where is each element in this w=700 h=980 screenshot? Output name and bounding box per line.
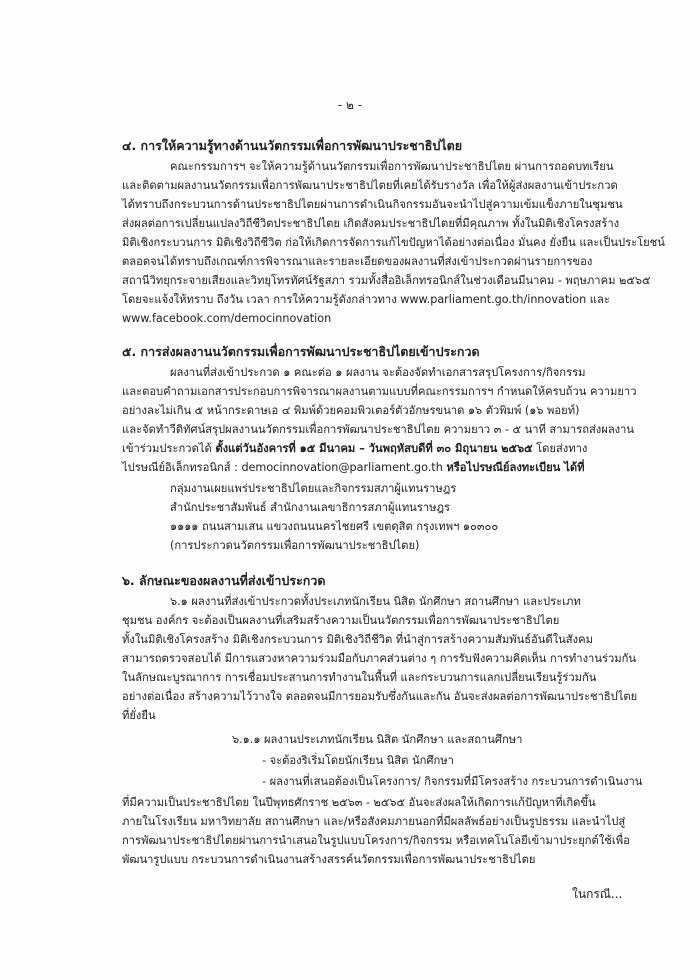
address-line: ๑๑๑๑ ถนนสามเสน แขวงถนนนครไชยศรี เขตดุสิต กรุงเทพฯ ๑๐๓๐๐ [170,520,499,533]
section-4-line: สถานีวิทยุกระจายเสียงและวิทยุโทรทัศน์รัฐสภา รวมทั้งสื่ออิเล็กทรอนิกส์ในช่วงเดือนมีนาคม - พฤษภาคม ๒๕๖๕ [122,274,651,287]
section-5-email-line [122,461,584,475]
section-5-heading: ๕. การส่งผลงานนวัตกรรมเพื่อการพัฒนาประชาธิปไตยเข้าประกวด [122,344,480,359]
section-6-line: อย่างต่อเนื่อง สร้างความไว้วางใจ ตลอดจนมีการยอมรับซึ่งกันและกัน อันจะส่งผลต่อการพัฒนาประชาธิปไตย [122,690,638,703]
dates-suffix: โดยส่งทาง [532,442,588,455]
email-text: ไปรษณีย์อิเล็กทรอนิกส์ : democinnovation@parliament.go.th [122,461,447,474]
section-6-line: สามารถตรวจสอบได้ มีการแสวงหาความร่วมมือกับภาคส่วนต่าง ๆ การรับฟังความคิดเห็น การทำงานร่วมกัน [122,652,637,665]
address-line: สำนักประชาสัมพันธ์ สำนักงานเลขาธิการสภาผู้แทนราษฎร [170,501,451,514]
bullet-item: - จะต้องริเริ่มโดยนักเรียน นิสิต นักศึกษา [262,754,454,767]
sub-heading-6-1-1: ๖.๑.๑ ผลงานประเภทนักเรียน นิสิต นักศึกษา และสถานศึกษา [232,733,523,746]
section-6-line: ๖.๑ ผลงานที่ส่งเข้าประกวดทั้งประเภทนักเรียน นิสิต นักศึกษา สถานศึกษา และประเภท [170,595,581,608]
section-4-line: ตลอดจนได้ทราบถึงเกณฑ์การพิจารณาและรายละเอียดของผลงานที่ส่งเข้าประกวดผ่านรายการของ [122,255,593,268]
continuation-line: ที่มีความเป็นประชาธิปไตย ในปีพุทธศักราช ๒๕๖๓ - ๒๕๖๕ อันจะส่งผลให้เกิดการแก้ปัญหาที่เกิดขึ้น [122,796,596,809]
page-continuation: ในกรณี... [572,887,623,901]
continuation-line: การพัฒนาประชาธิปไตยผ่านการนำเสนอในรูปแบบโครงการ/กิจกรรม หรือเทคโนโลยีเข้ามาประยุกต์ใช้เพื่อ [122,834,630,847]
dates-prefix: เข้าร่วมประกวดได้ [122,442,216,455]
section-4-line: www.facebook.com/democinnovation [122,312,332,325]
section-4-heading: ๔. การให้ความรู้ทางด้านนวัตกรรมเพื่อการพัฒนาประชาธิปไตย [122,138,463,153]
section-4-line: มิติเชิงกระบวนการ มิติเชิงวิถีชีวิต ก่อให้เกิดการจัดการแก้ไขปัญหาได้อย่างต่อเนื่อง มั่นคง ยั่งยืน และเป็นประโยชน์ [122,236,665,249]
page-number: - ๒ - [337,98,363,112]
section-6-line: ที่ยั่งยืน [122,709,156,722]
section-5-line: อย่างละไม่เกิน ๕ หน้ากระดาษเอ ๔ พิมพ์ด้วยคอมพิวเตอร์ตัวอักษรขนาด ๑๖ ตัวพิมพ์ (๑๖ พอยท์) [122,404,580,417]
section-4-line: ได้ทราบถึงกระบวนการด้านประชาธิปไตยผ่านการดำเนินกิจกรรมอันจะนำไปสู่ความเข้มแข็งภายในชุมชน [122,198,623,211]
section-6-heading: ๖. ลักษณะของผลงานที่ส่งเข้าประกวด [122,573,326,588]
section-4-line: ส่งผลต่อการเปลี่ยนแปลงวิถีชีวิตประชาธิปไตย เกิดสังคมประชาธิปไตยที่มีคุณภาพ ทั้งในมิติเชิงโครงสร้าง [122,217,620,230]
section-5-line: และจัดทำวีดิทัศน์สรุปผลงานนวัตกรรมเพื่อการพัฒนาประชาธิปไตย ความยาว ๓ - ๕ นาที สามารถส่งผลงาน [122,423,635,436]
address-line: (การประกวดนวัตกรรมเพื่อการพัฒนาประชาธิปไตย) [170,539,420,552]
section-5-line: ผลงานที่ส่งเข้าประกวด ๑ คณะต่อ ๑ ผลงาน จะต้องจัดทำเอกสารสรุปโครงการ/กิจกรรม [170,366,586,379]
continuation-line: ภายในโรงเรียน มหาวิทยาลัย สถานศึกษา และ/หรือสังคมภายนอกที่มีผลลัพธ์อย่างเป็นรูปธรรม และนำไปสู่ [122,815,626,828]
section-6-line: ในลักษณะบูรณาการ การเชื่อมประสานการทำงานในพื้นที่ และกระบวนการแลกเปลี่ยนเรียนรู้ร่วมกัน [122,671,597,684]
section-6-line: ชุมชน องค์กร จะต้องเป็นผลงานที่เสริมสร้างความเป็นนวัตกรรมเพื่อการพัฒนาประชาธิปไตย [122,614,560,627]
submission-period: ตั้งแต่วันอังคารที่ ๑๕ มีนาคม – วันพฤหัสบดีที่ ๓๐ มิถุนายน ๒๕๖๕ [215,442,533,455]
registered-mail-text: หรือไปรษณีย์ลงทะเบียน ได้ที่ [446,461,585,474]
section-5-line: และตอบคำถามเอกสารประกอบการพิจารณาผลงานตามแบบที่คณะกรรมการฯ กำหนดให้ครบถ้วน ความยาว [122,385,637,398]
section-4-line: และติดตามผลงานนวัตกรรมเพื่อการพัฒนาประชาธิปไตยที่เคยได้รับรางวัล เพื่อให้ผู้ส่งผลงานเข้าประกวด [122,179,618,192]
section-4-line: โดยจะแจ้งให้ทราบ ถึงวัน เวลา การให้ความรู้ดังกล่าวทาง www.parliament.go.th/innovation และ [122,293,610,306]
section-5-dates-line [122,442,587,456]
continuation-line: พัฒนารูปแบบ กระบวนการดำเนินงานสร้างสรรค์นวัตกรรมเพื่อการพัฒนาประชาธิปไตย [122,853,536,866]
bullet-item: - ผลงานที่เสนอต้องเป็นโครงการ/ กิจกรรมที่มีโครงสร้าง กระบวนการดำเนินงาน [262,775,643,788]
section-4-line: คณะกรรมการฯ จะให้ความรู้ด้านนวัตกรรมเพื่อการพัฒนาประชาธิปไตย ผ่านการถอดบทเรียน [170,160,614,173]
address-line: กลุ่มงานเผยแพร่ประชาธิปไตยและกิจกรรมสภาผู้แทนราษฎร [170,482,457,495]
section-6-line: ทั้งในมิติเชิงโครงสร้าง มิติเชิงกระบวนการ มิติเชิงวิถีชีวิต ที่นำสู่การสร้างความสัมพันธ์อันดีในสังคม [122,633,593,646]
